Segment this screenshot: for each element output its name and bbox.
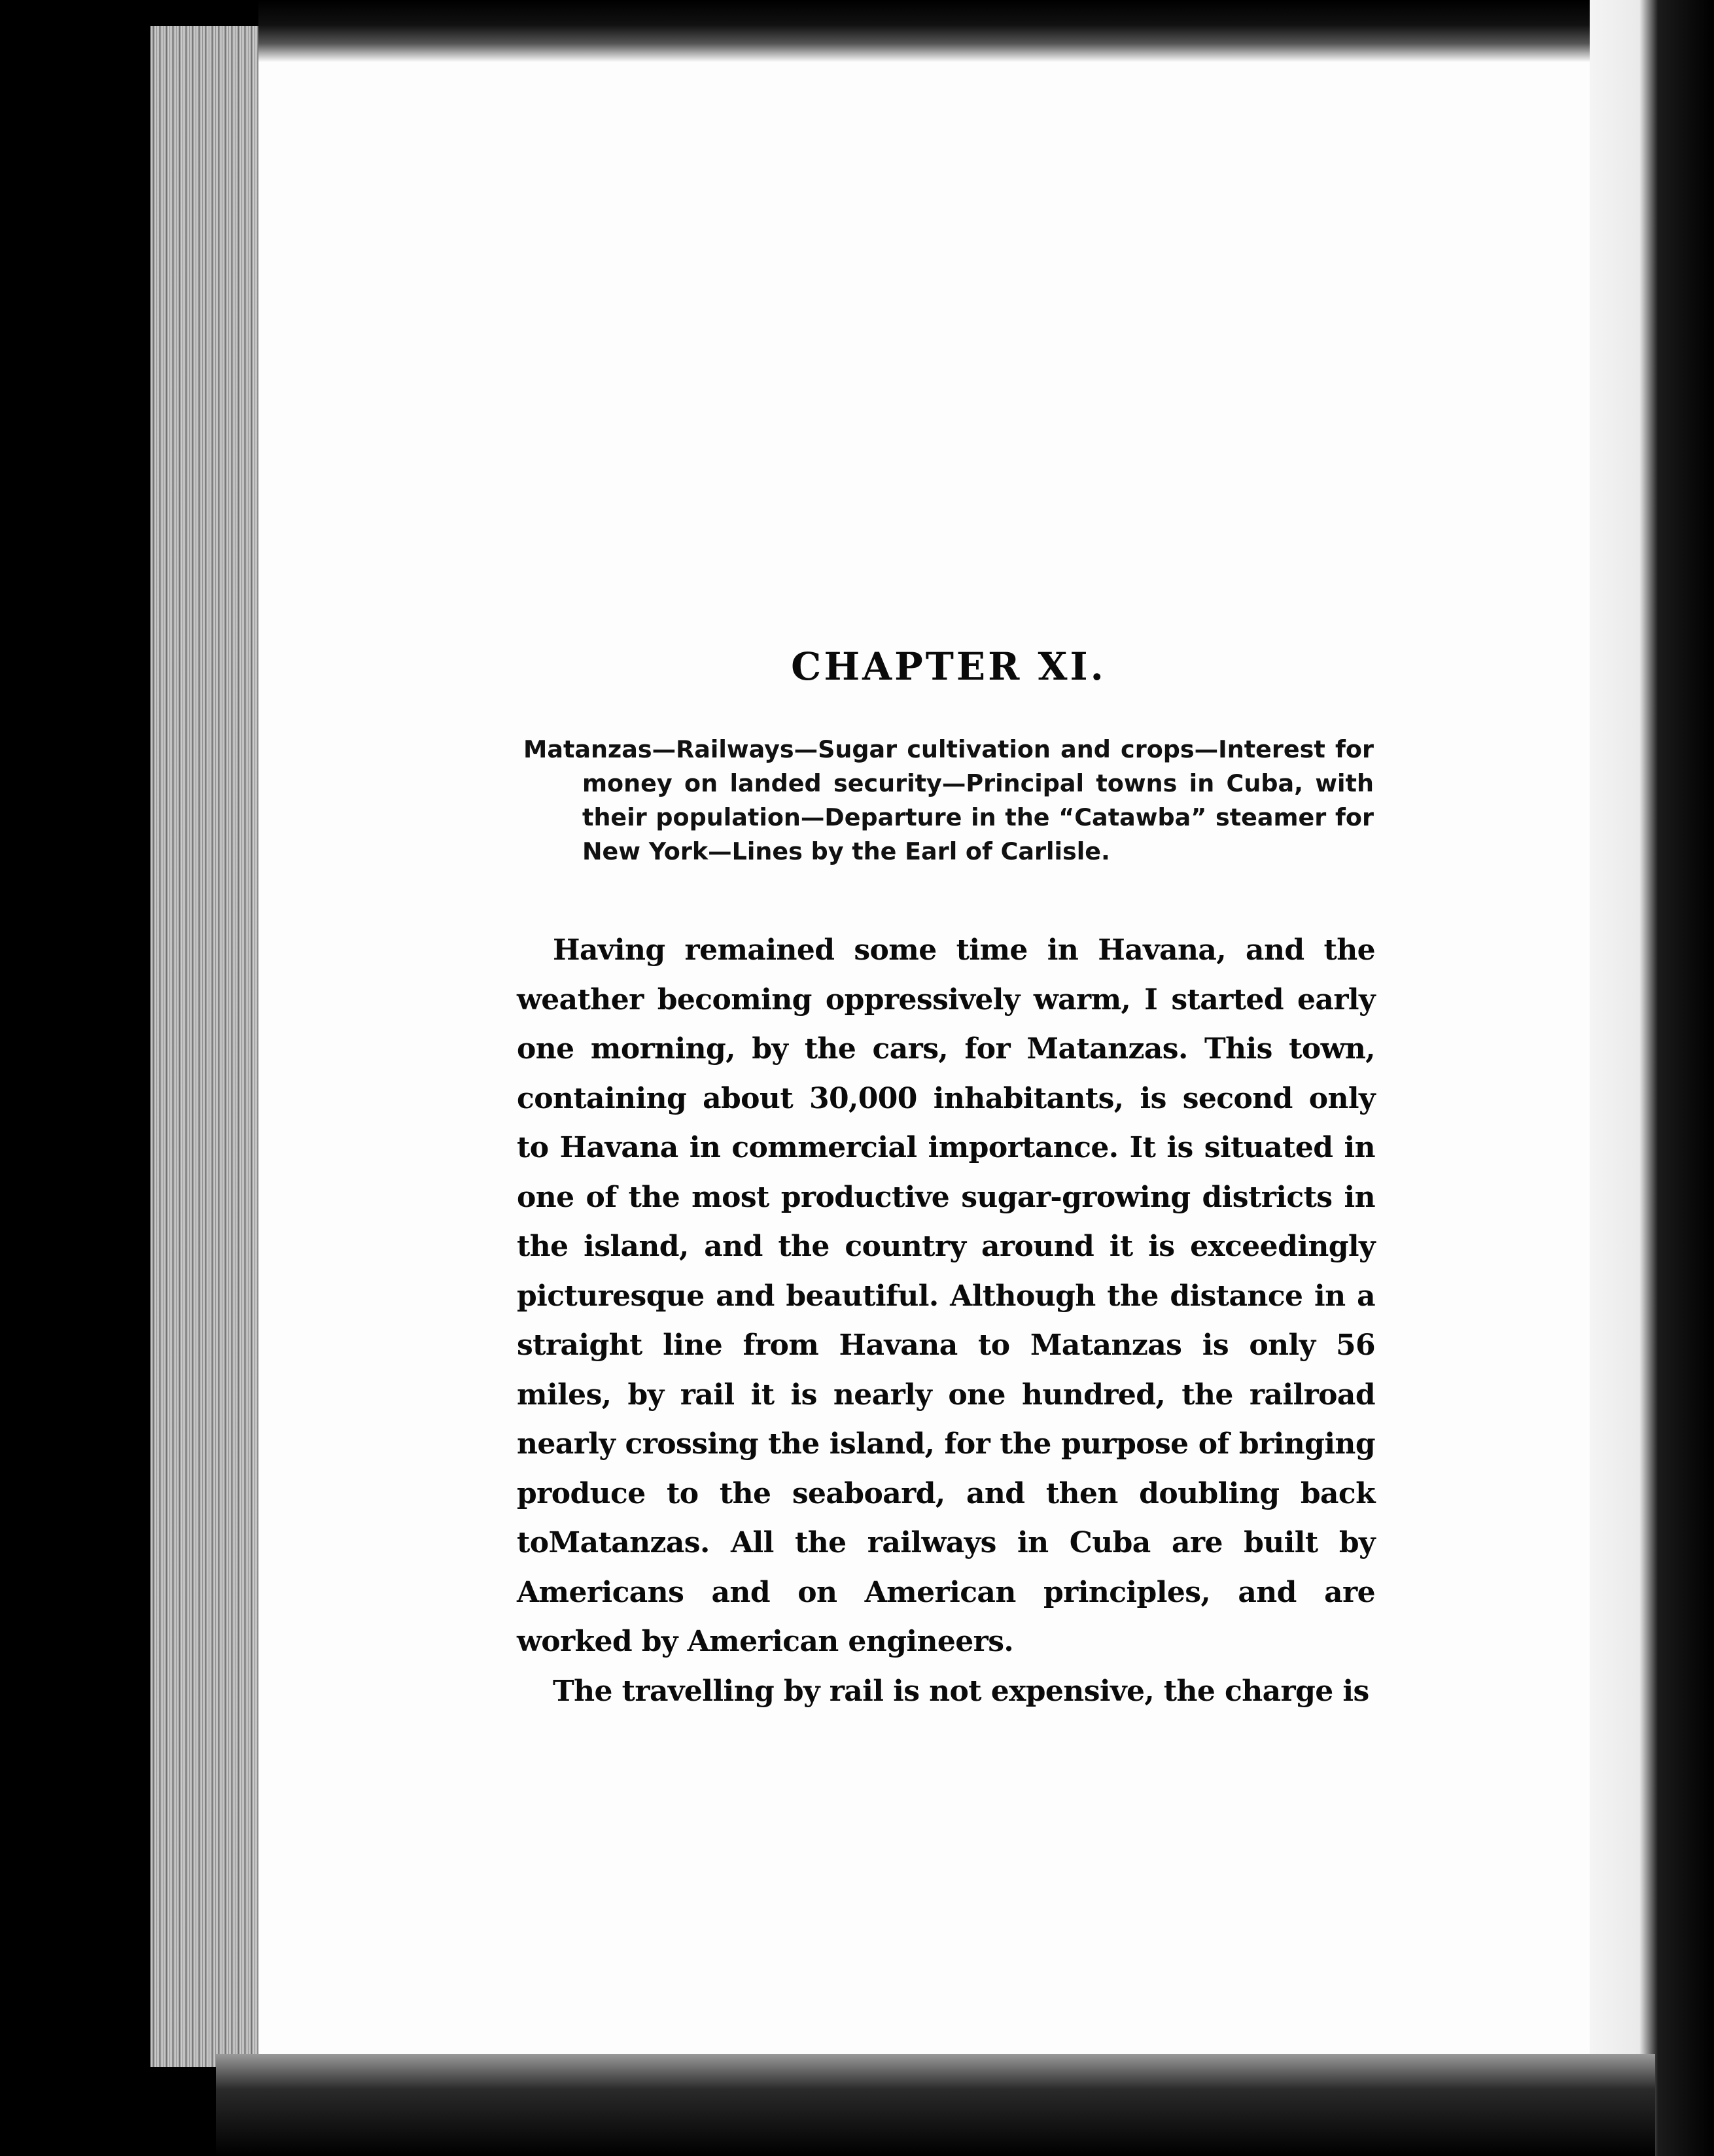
paragraph-2: The travelling by rail is not expensive, the charge is <box>553 1674 1369 1708</box>
bottom-scan-edge <box>216 2054 1655 2156</box>
book-page-edges <box>150 26 262 2067</box>
chapter-heading: CHAPTER XI. <box>791 644 1106 689</box>
page-top-shadow <box>258 0 1632 62</box>
right-page-fold <box>1590 0 1714 2156</box>
chapter-synopsis: Matanzas—Railways—Sugar cultivation and crops—Interest for money on landed security—Principal towns in Cuba, with their population—Departure in the “Catawba” steamer for New York—Lines by the Earl of Carlisle. <box>523 735 1374 865</box>
body-text <box>517 926 1375 1716</box>
paragraph-1: Having remained some time in Havana, and the weather becoming oppressively warm, I started early one morning, by the cars, for Matanzas. This town, containing about 30,000 inhabitants, is second only to Havana in commercial importance. It is situated in one of the most productive sugar-growing districts in the island, and the country around it is exceedingly picturesque and beautiful. Although the distance in a straight line from Havana to Matanzas is only 56 miles, by rail it is nearly one hundred, the railroad nearly crossing the island, for the purpose of bringing produce to the seaboard, and then doubling back toMatanzas. All the railways in Cuba are built by Americans and on American principles, and are worked by American engineers. <box>517 933 1375 1658</box>
